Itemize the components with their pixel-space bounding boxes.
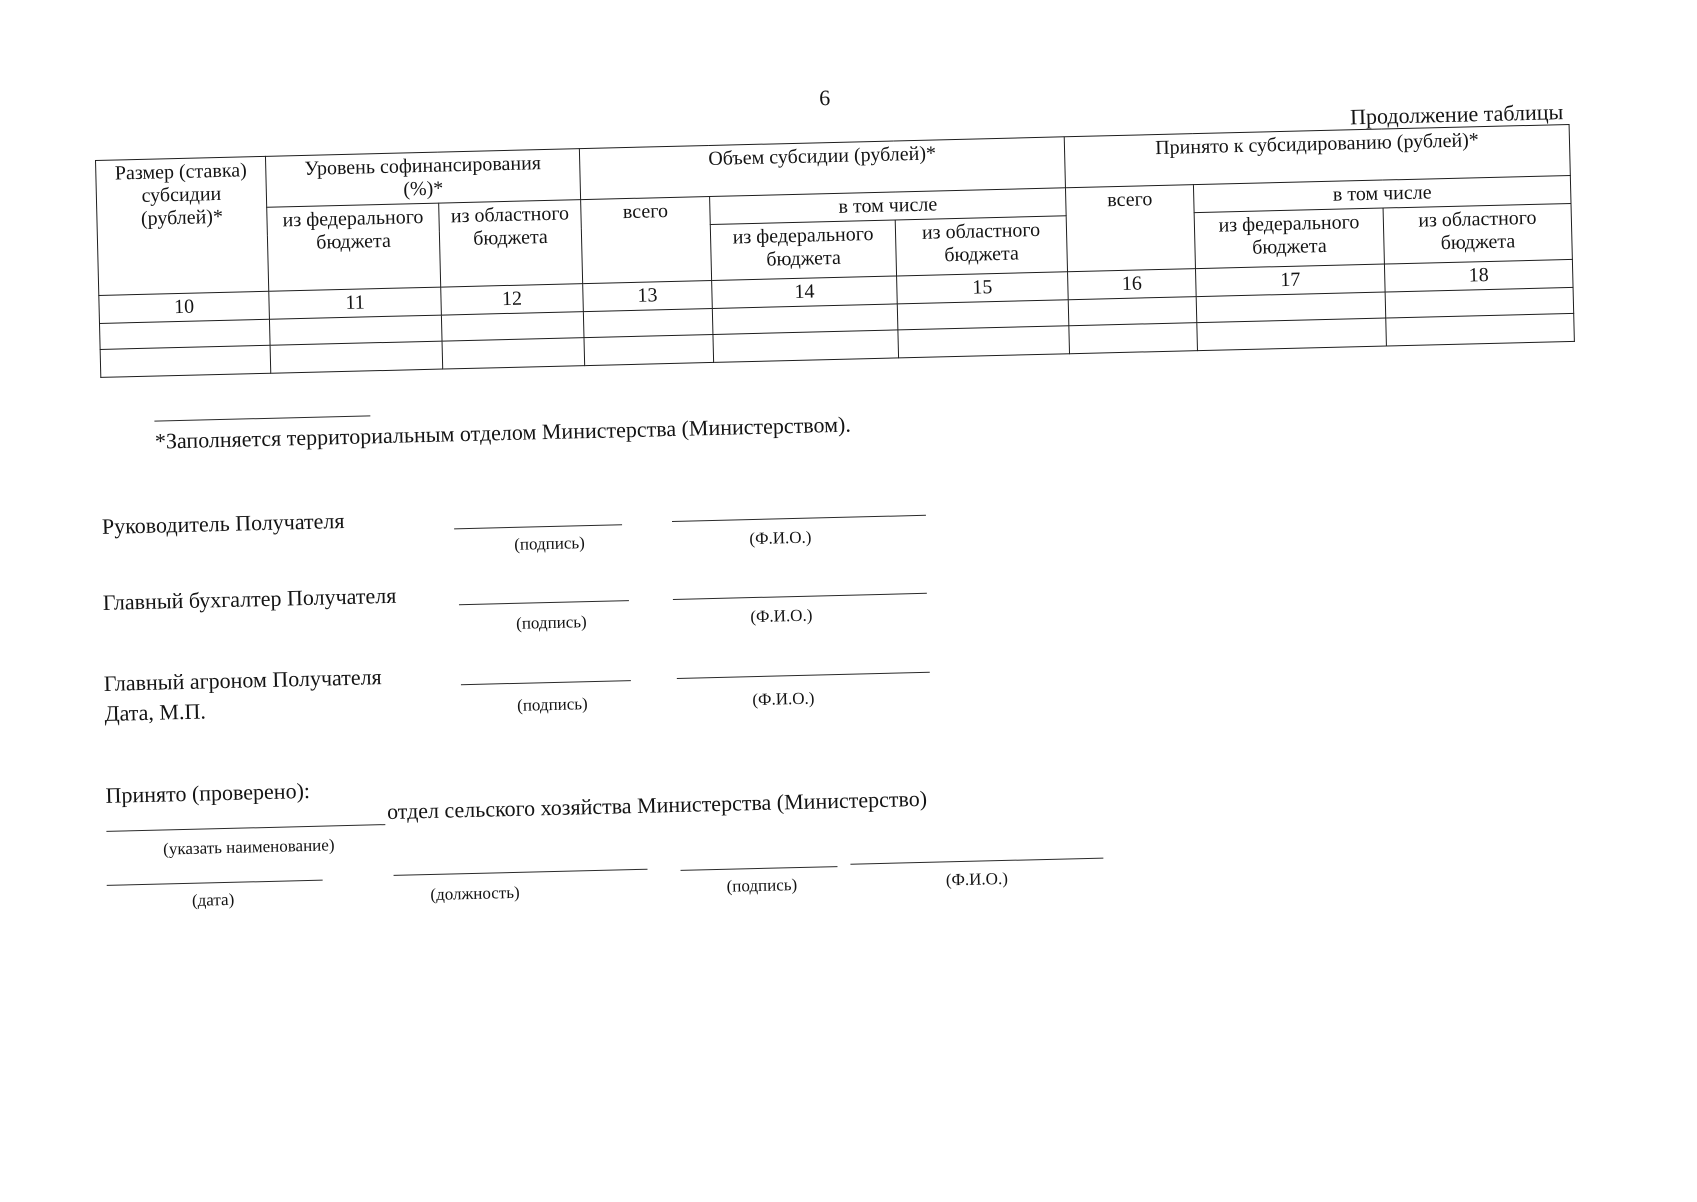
table-cell [1069,323,1198,354]
column-number: 10 [99,291,270,323]
column-number: 13 [583,280,713,311]
signature-role-chief-agronomist: Главный агроном Получателя [103,664,382,696]
acceptance-title: Принято (проверено): [105,777,311,808]
table-cell [441,312,584,341]
table-cell [584,334,714,365]
header-accepted-total: всего [1065,185,1195,272]
table-cell [270,341,443,373]
name-label: (Ф.И.О.) [945,868,1009,890]
header-accepted-for-subsidy: Принято к субсидированию (рублей)* [1064,124,1570,187]
header-subsidy-rate: Размер (ставка) субсидии (рублей)* [96,156,269,295]
column-number: 17 [1195,264,1385,297]
column-number: 15 [897,272,1069,304]
table-cell [583,308,713,337]
name-line [672,515,926,522]
header-cofinancing-level: Уровень софинансирования (%)* [265,149,580,208]
header-subsidy-volume: Объем субсидии (рублей)* [579,137,1065,200]
signature-line [454,524,622,529]
column-number: 18 [1384,259,1573,292]
name-line [673,593,927,600]
name-label: (Ф.И.О.) [750,605,813,627]
signature-line [681,866,838,871]
column-number: 11 [269,287,442,319]
name-line [677,672,930,679]
name-label: (Ф.И.О.) [749,527,812,549]
signature-line [459,600,629,605]
header-accepted-federal: из федерального бюджета [1194,208,1384,269]
header-accepted-including: в том числе [1193,175,1571,212]
header-accepted-regional: из областного бюджета [1383,203,1572,264]
date-stamp-label: Дата, М.П. [104,698,207,726]
footnote-text: *Заполняется территориальным отделом Министерства (Министерством). [154,411,852,454]
table-cell [442,338,585,369]
header-volume-including: в том числе [710,188,1067,225]
page-number: 6 [818,85,831,111]
name-line [850,858,1103,865]
signature-label: (подпись) [516,694,588,715]
table-cell [1068,297,1197,326]
date-line [107,880,323,886]
acceptance-department-text: отдел сельского хозяйства Министерства (Министерство) [386,785,928,825]
header-volume-federal: из федерального бюджета [710,220,896,281]
table-cell [713,330,899,363]
department-name-line [106,824,385,832]
table-continuation-label: Продолжение таблицы [1349,99,1564,130]
header-cofinancing-regional: из областного бюджета [439,200,583,287]
signature-line [461,680,631,685]
header-volume-regional: из областного бюджета [895,216,1067,276]
column-number: 12 [441,284,584,315]
column-number: 14 [712,276,898,309]
position-line [394,869,648,876]
position-label: (должность) [430,882,520,905]
header-volume-total: всего [581,196,712,283]
table-cell [100,345,271,377]
department-name-hint: (указать наименование) [162,835,335,859]
date-label: (дата) [191,889,235,910]
signature-label: (подпись) [515,612,587,633]
signature-label: (подпись) [726,875,798,896]
table-cell [1386,313,1575,346]
signature-role-chief-accountant: Главный бухгалтер Получателя [102,582,397,615]
name-label: (Ф.И.О.) [752,688,815,710]
table-cell [1197,318,1387,351]
signature-label: (подпись) [513,533,586,554]
subsidy-table [95,124,1575,378]
header-cofinancing-federal: из федерального бюджета [267,203,441,291]
table-cell [898,326,1070,358]
column-number: 16 [1068,269,1197,300]
footnote-separator [154,415,370,421]
signature-role-head: Руководитель Получателя [101,508,345,539]
